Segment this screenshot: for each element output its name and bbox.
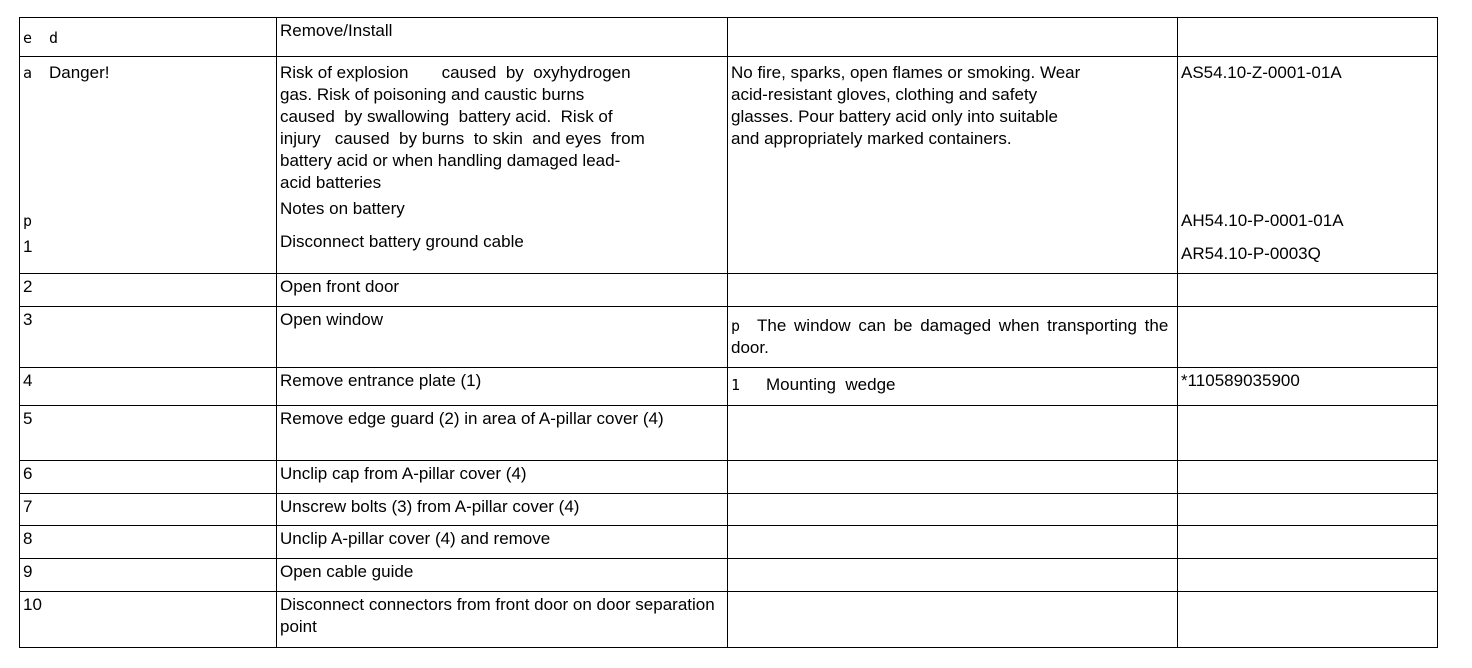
danger-row bbox=[20, 57, 1438, 274]
table-row: 6 Unclip cap from A-pillar cover (4) bbox=[20, 461, 1438, 494]
danger-ref-cell bbox=[1178, 57, 1438, 274]
note-icon: p bbox=[23, 212, 33, 230]
page-footer bbox=[19, 646, 1437, 660]
notes-on-battery-link[interactable]: Notes on battery bbox=[280, 199, 405, 218]
symbol-d: d bbox=[49, 29, 59, 47]
header-row bbox=[20, 18, 1438, 57]
note-icon: p bbox=[731, 317, 741, 335]
header-symbols bbox=[20, 18, 277, 57]
table-row: 4 Remove entrance plate (1) 1 Mounting wedge *110589035900 bbox=[20, 368, 1438, 406]
table-row: 7 Unscrew bolts (3) from A-pillar cover (4) bbox=[20, 494, 1438, 526]
table-row: 5 Remove edge guard (2) in area of A-pillar cover (4) bbox=[20, 406, 1438, 461]
danger-ref-link[interactable]: AS54.10-Z-0001-01A bbox=[1181, 63, 1342, 82]
danger-measures-cell: No fire, sparks, open flames or smoking. Wear acid-resistant gloves, clothing and safety glasses. Pour battery acid only into suitable and appropriately marked containers. bbox=[728, 57, 1178, 274]
header-title: Remove/Install bbox=[277, 18, 728, 57]
table-row: 10 Disconnect connectors from front door on door separation point bbox=[20, 592, 1438, 648]
table-row: 8 Unclip A-pillar cover (4) and remove bbox=[20, 526, 1438, 559]
step-1-ref-link[interactable]: AR54.10-P-0003Q bbox=[1181, 244, 1321, 263]
danger-cell bbox=[20, 57, 277, 274]
danger-risk-cell: Risk of explosion caused by oxyhydrogen gas. Risk of poisoning and caustic burns caused by swallowing battery acid. Risk of injury caused by burns to skin and eyes from battery acid or when handling damaged lead- acid batteries Notes on battery Disconnect battery ground cable bbox=[277, 57, 728, 274]
tool-part-number[interactable]: *110589035900 bbox=[1178, 368, 1438, 406]
note-ref-link[interactable]: AH54.10-P-0001-01A bbox=[1181, 211, 1344, 230]
symbol-e: e bbox=[23, 29, 33, 47]
step-number: 1 bbox=[23, 237, 33, 256]
step-1-text: Disconnect battery ground cable bbox=[280, 232, 524, 251]
danger-icon: a bbox=[23, 64, 33, 82]
table-row: 2 Open front door bbox=[20, 274, 1438, 307]
procedure-table bbox=[19, 17, 1438, 648]
tool-number: 1 bbox=[731, 376, 741, 394]
table-row: 9 Open cable guide bbox=[20, 559, 1438, 592]
table-row: 3 Open window p The window can be damaged when transporting the door. bbox=[20, 307, 1438, 368]
step-3-note: The window can be damaged when transporting the door. bbox=[731, 316, 1169, 357]
tool-name: Mounting wedge bbox=[766, 375, 896, 394]
danger-label: Danger! bbox=[49, 63, 110, 82]
